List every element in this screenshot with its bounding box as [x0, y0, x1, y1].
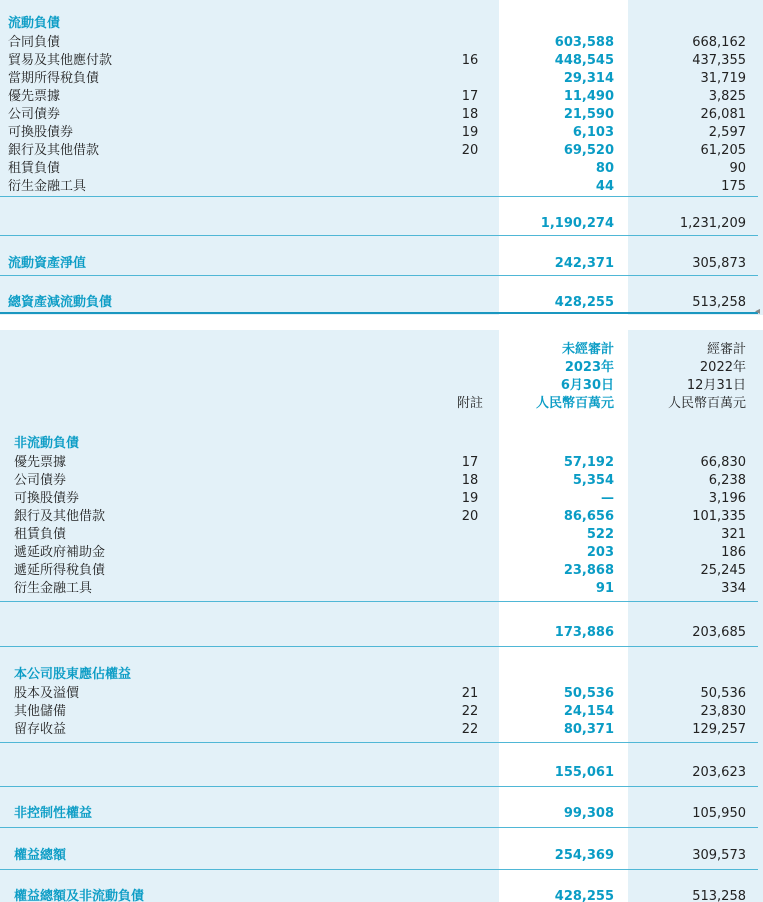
divider: [0, 312, 758, 314]
section-title: 流動負債: [8, 16, 61, 31]
table-row: [0, 454, 763, 472]
row-prior: 513,258: [692, 295, 746, 310]
row-label: 總資產減流動負債: [8, 295, 113, 310]
row-prior: 101,335: [692, 509, 746, 524]
row-prior: 321: [721, 527, 746, 542]
section-header-noncurrent-liabilities: [0, 435, 763, 453]
row-prior: 2,597: [708, 125, 746, 140]
table-row: [0, 142, 763, 160]
total-assets-less-current-row: [0, 294, 763, 312]
section-header-current-liabilities: [0, 15, 763, 33]
row-label: 留存收益: [14, 722, 67, 737]
row-label: 衍生金融工具: [8, 179, 87, 194]
row-current: 603,588: [554, 35, 614, 50]
table-row: [0, 124, 763, 142]
header-prior-line4: 人民幣百萬元: [667, 396, 746, 411]
row-prior: 668,162: [692, 35, 746, 50]
table-row: [0, 106, 763, 124]
row-prior: 31,719: [700, 71, 746, 86]
row-label: 可換股債券: [14, 491, 80, 506]
row-current: 80,371: [563, 722, 614, 737]
row-current: 522: [586, 527, 614, 542]
table-row: [0, 52, 763, 70]
section-header-equity: [0, 666, 763, 684]
row-current: 5,354: [572, 473, 614, 488]
row-label: 衍生金融工具: [14, 581, 93, 596]
row-label: 優先票據: [14, 455, 67, 470]
header-prior-line2: 2022年: [699, 360, 746, 375]
divider: [0, 742, 758, 743]
table-row: [0, 160, 763, 178]
row-current: 448,545: [554, 53, 614, 68]
row-note: 20: [461, 143, 479, 158]
table-row: [0, 472, 763, 490]
divider: [0, 235, 758, 236]
divider: [0, 196, 758, 197]
header-current-line4: 人民幣百萬元: [535, 396, 614, 411]
row-note: 22: [461, 722, 479, 737]
row-current: 21,590: [563, 107, 614, 122]
row-current: 6,103: [572, 125, 614, 140]
row-prior: 26,081: [700, 107, 746, 122]
subtotal-row: [0, 764, 763, 782]
row-current: 254,369: [554, 848, 614, 863]
header-current-line3: 6月30日: [560, 378, 614, 393]
table-row: [0, 490, 763, 508]
row-note: 17: [461, 455, 479, 470]
row-label: 優先票據: [8, 89, 61, 104]
row-current: 203: [586, 545, 614, 560]
row-label: 銀行及其他借款: [8, 143, 100, 158]
subtotal-current: 173,886: [554, 625, 614, 640]
row-label: 貿易及其他應付款: [8, 53, 113, 68]
row-current: 428,255: [554, 889, 614, 902]
row-current: 57,192: [563, 455, 614, 470]
total-equity-noncurrent-row: [0, 888, 763, 902]
header-prior-line3: 12月31日: [686, 378, 746, 393]
row-note: 18: [461, 473, 479, 488]
row-note: 17: [461, 89, 479, 104]
row-prior: 6,238: [708, 473, 746, 488]
row-current: 44: [595, 179, 614, 194]
table-row: [0, 70, 763, 88]
row-prior: 50,536: [700, 686, 746, 701]
divider: [0, 869, 758, 870]
divider: [0, 827, 758, 828]
row-prior: 61,205: [700, 143, 746, 158]
divider: [0, 275, 758, 276]
divider: [0, 646, 758, 647]
row-label: 銀行及其他借款: [14, 509, 106, 524]
subtotal-row: [0, 624, 763, 642]
row-current: 29,314: [563, 71, 614, 86]
row-note: 18: [461, 107, 479, 122]
row-label: 可換股債券: [8, 125, 74, 140]
table-row: [0, 526, 763, 544]
row-prior: 309,573: [692, 848, 746, 863]
table-row: [0, 34, 763, 52]
row-note: 16: [461, 53, 479, 68]
row-prior: 334: [721, 581, 746, 596]
row-current: 428,255: [554, 295, 614, 310]
header-current-line1: 未經審計: [561, 342, 614, 357]
divider: [0, 601, 758, 602]
section-title: 本公司股東應佔權益: [14, 667, 132, 682]
row-prior: 513,258: [692, 889, 746, 902]
subtotal-prior: 203,685: [692, 625, 746, 640]
row-label: 遞延所得稅負債: [14, 563, 106, 578]
table-row: [0, 178, 763, 196]
row-prior: 90: [729, 161, 746, 176]
row-note: 19: [461, 125, 479, 140]
row-prior: 437,355: [692, 53, 746, 68]
net-current-assets-row: [0, 255, 763, 273]
row-label: 遞延政府補助金: [14, 545, 106, 560]
subtotal-current: 1,190,274: [540, 216, 614, 231]
row-current: 80: [595, 161, 614, 176]
row-prior: 3,825: [708, 89, 746, 104]
row-current: 69,520: [563, 143, 614, 158]
current-liabilities-panel: [0, 0, 763, 315]
row-prior: 66,830: [700, 455, 746, 470]
table-row: [0, 703, 763, 721]
row-label: 租賃負債: [8, 161, 61, 176]
row-prior: 305,873: [692, 256, 746, 271]
divider: [0, 786, 758, 787]
table-row: [0, 721, 763, 739]
row-prior: 129,257: [692, 722, 746, 737]
row-label: 當期所得稅負債: [8, 71, 100, 86]
noncurrent-equity-panel: [0, 330, 763, 902]
subtotal-prior: 1,231,209: [679, 216, 746, 231]
row-prior: 23,830: [700, 704, 746, 719]
row-label: 合同負債: [8, 35, 61, 50]
header-prior-line1: 經審計: [706, 342, 746, 357]
table-row: [0, 508, 763, 526]
row-note: 21: [461, 686, 479, 701]
table-row: [0, 544, 763, 562]
table-row: [0, 685, 763, 703]
row-prior: 175: [721, 179, 746, 194]
table-row: [0, 580, 763, 598]
row-current: 24,154: [563, 704, 614, 719]
row-note: 20: [461, 509, 479, 524]
header-note: 附註: [456, 396, 483, 411]
row-note: 22: [461, 704, 479, 719]
section-title: 非流動負債: [14, 436, 80, 451]
row-current: 86,656: [563, 509, 614, 524]
row-current: 50,536: [563, 686, 614, 701]
row-prior: 186: [721, 545, 746, 560]
row-label: 股本及溢價: [14, 686, 80, 701]
header-current-line2: 2023年: [564, 360, 614, 375]
row-current: 91: [595, 581, 614, 596]
table-row: [0, 562, 763, 580]
row-label: 其他儲備: [14, 704, 67, 719]
total-equity-row: [0, 847, 763, 865]
subtotal-row: [0, 215, 763, 233]
row-note: 19: [461, 491, 479, 506]
row-label: 公司債券: [8, 107, 61, 122]
row-label: 非控制性權益: [14, 806, 93, 821]
row-current: 11,490: [563, 89, 614, 104]
row-current: 242,371: [554, 256, 614, 271]
row-current: 23,868: [563, 563, 614, 578]
row-prior: 25,245: [700, 563, 746, 578]
row-current: 99,308: [563, 806, 614, 821]
subtotal-current: 155,061: [554, 765, 614, 780]
row-label: 租賃負債: [14, 527, 67, 542]
subtotal-prior: 203,623: [692, 765, 746, 780]
row-current: —: [601, 491, 614, 506]
table-row: [0, 88, 763, 106]
row-label: 權益總額: [14, 848, 67, 863]
row-label: 公司債券: [14, 473, 67, 488]
row-prior: 105,950: [692, 806, 746, 821]
page-edge-mark-icon: ◂: [755, 306, 761, 317]
row-prior: 3,196: [708, 491, 746, 506]
row-label: 流動資產淨值: [8, 256, 87, 271]
non-controlling-interests-row: [0, 805, 763, 823]
row-label: 權益總額及非流動負債: [14, 889, 145, 902]
